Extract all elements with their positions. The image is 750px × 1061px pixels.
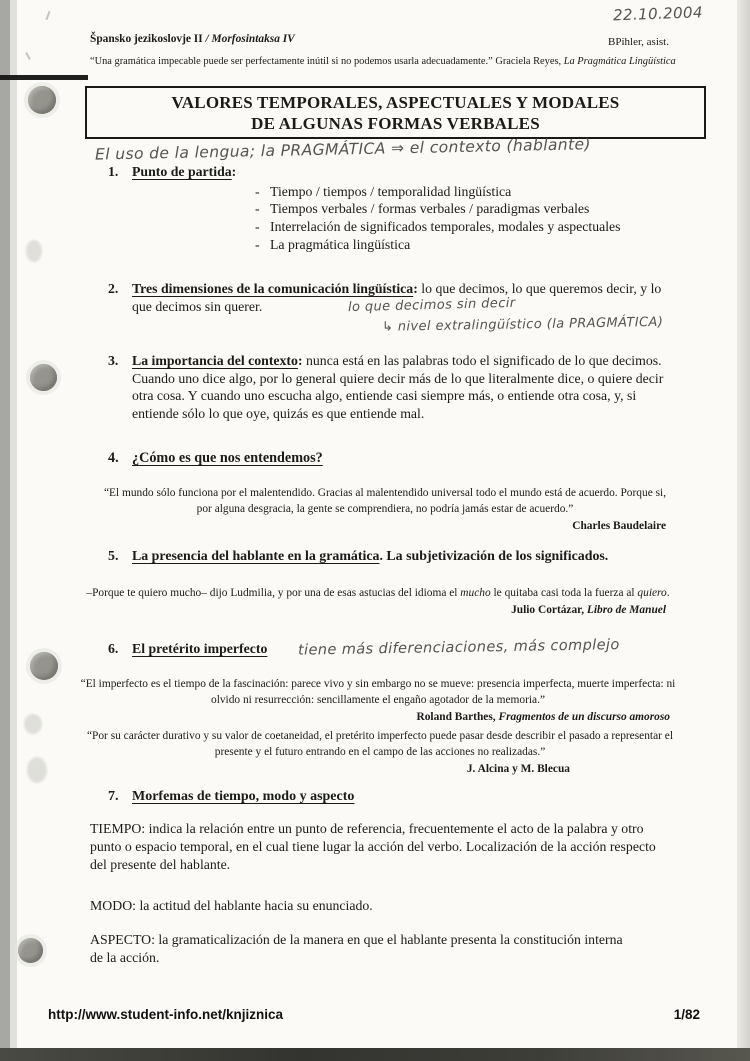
handwritten-note-decimos: lo que decimos sin decir [347, 295, 516, 316]
hole-punch [18, 938, 43, 963]
section-number: 2. [108, 281, 119, 296]
quote-text: le quitaba casi toda la fuerza al [490, 587, 638, 599]
section-heading: ¿Cómo es que nos entendemos? [132, 450, 323, 466]
list-item [90, 236, 675, 254]
section-heading-rest: . La subjetivización de los significados. [379, 549, 609, 564]
quote-work: Libro de Manuel [586, 604, 666, 617]
quote-attribution: J. Alcina y M. Blecua [466, 763, 570, 776]
quote-work: Fragmentos de un discurso amoroso [498, 711, 670, 724]
quote-attribution [78, 602, 678, 618]
section-preterito-imperfecto [90, 637, 730, 659]
scan-right-edge [737, 0, 750, 1061]
hole-punch [30, 364, 57, 391]
handwritten-note-imperfecto: tiene más diferenciaciones, más complejo [297, 637, 620, 659]
bullet-dash: - [255, 201, 260, 217]
section-heading: La presencia del hablante en la gramática [132, 549, 380, 564]
quote-cortazar [78, 585, 678, 618]
footer-url: http://www.student-info.net/knjiznica [48, 1007, 283, 1022]
section-punto-de-partida [90, 163, 675, 253]
course-title-main: Špansko jezikoslovje II [90, 33, 206, 45]
quote-attribution: Charles Baudelaire [572, 520, 666, 533]
scan-smudge [26, 240, 42, 262]
scan-left-edge-shadow [10, 0, 17, 1061]
quote-text: –Porque te quiero mucho– dijo Ludmilia, y por una de esas astucias del idioma el [86, 587, 461, 599]
quote-alcina [70, 728, 690, 778]
quote-baudelaire [100, 485, 670, 535]
epigraph [90, 56, 700, 67]
section-heading-colon: : [231, 164, 237, 179]
document-title-box [85, 86, 706, 139]
section-number: 5. [108, 549, 119, 564]
section-heading-colon: : [297, 353, 303, 368]
bullet-dash: - [255, 236, 260, 252]
document-title-line2: DE ALGUNAS FORMAS VERBALES [251, 114, 540, 134]
author-name: BPihler, asist. [608, 36, 669, 48]
scan-left-edge [0, 0, 10, 1061]
epigraph-quote: “Una gramática impecable puede ser perfectamente inútil si no podemos usarla adecuadamente.” [90, 56, 496, 67]
bullet-dash: - [255, 183, 260, 199]
handwritten-note-extralinguistico: ↳ nivel extralingüístico (la PRAGMÁTICA) [381, 314, 664, 335]
section-heading: Tres dimensiones de la comunicación lingüística [132, 281, 414, 296]
quote-text: “Por su carácter durativo y su valor de coetaneidad, el pretérito imperfecto puede pasar desde describir el pasado a representar el presente y el futuro entrando en el campo de las acciones no realizadas.” [86, 730, 674, 759]
bullet-text: Tiempo / tiempos / temporalidad lingüística [270, 183, 512, 199]
section-heading: La importancia del contexto [132, 353, 298, 368]
scan-smudge [24, 714, 42, 734]
page-indicator: 1/82 [673, 1007, 700, 1022]
definition-tiempo: TIEMPO: indica la relación entre un punto de referencia, frecuentemente el acto de la palabra y otro punto o espacio temporal, en el cual tiene lugar la acción del verbo. Localización de la acción respecto del presente del hablante. [90, 821, 656, 872]
bullet-list [90, 183, 675, 254]
section-heading-colon: : [413, 281, 418, 296]
bullet-text: Interrelación de significados temporales, modales y aspectuales [270, 218, 621, 234]
definition-modo: MODO: la actitud del hablante hacia su enunciado. [90, 898, 373, 913]
section-importancia-contexto [90, 352, 672, 423]
quote-text-italic: quiero [637, 587, 667, 599]
course-title [90, 33, 295, 45]
epigraph-work: La Pragmática Lingüística [563, 56, 676, 67]
course-title-subcourse: / Morfosintaksa IV [205, 33, 295, 45]
list-item [90, 183, 675, 201]
quote-attribution [78, 709, 678, 725]
quote-barthes [78, 676, 678, 726]
handwritten-date: 22.10.2004 [612, 3, 704, 25]
section-number: 7. [108, 789, 119, 804]
hole-punch [30, 652, 58, 680]
quote-text: “El mundo sólo funciona por el malentendido. Gracias al malentendido universal todo el mundo está de acuerdo. Porque si, por alguna desgracia, la gente se comprendiera, no podría jamás estar de acuerdo.” [103, 487, 667, 516]
quote-text: “El imperfecto es el tiempo de la fascinación: parece vivo y sin embargo no se mueve: presencia imperfecta, muerte imperfecta: ni olvido ni resurrección: sencillamente el engaño agotador de la memoria.” [80, 678, 676, 707]
list-item [90, 200, 675, 218]
section-heading: El pretérito imperfecto [132, 641, 268, 656]
section-presencia-hablante [90, 548, 715, 566]
quote-text: . [666, 587, 670, 599]
bullet-dash: - [255, 218, 260, 234]
section-tres-dimensiones [90, 280, 675, 335]
section-como-nos-entendemos [90, 449, 675, 467]
epigraph-author: Graciela Reyes, [495, 56, 564, 67]
scan-smudge [27, 757, 47, 783]
quote-author: Roland Barthes, [416, 711, 499, 724]
pencil-mark [46, 11, 51, 20]
bullet-text: La pragmática lingüística [270, 236, 411, 252]
section-number: 6. [108, 641, 119, 656]
section-number: 4. [108, 450, 119, 466]
section-number: 3. [108, 353, 119, 368]
section-heading: Punto de partida [132, 164, 232, 179]
section-heading: Morfemas de tiempo, modo y aspecto [132, 789, 355, 804]
scan-bottom-edge [0, 1048, 750, 1061]
quote-author: Julio Cortázar, [511, 604, 587, 617]
handwritten-title-note: El uso de la lengua; la PRAGMÁTICA ⇒ el contexto (hablante) [94, 135, 592, 164]
section-number: 1. [108, 164, 119, 179]
document-title-line1: VALORES TEMPORALES, ASPECTUALES Y MODALES [171, 93, 620, 112]
section-body: lo que decimos, lo que queremos decir, y lo que decimos sin querer. [132, 281, 662, 314]
pencil-mark [25, 52, 31, 60]
bullet-text: Tiempos verbales / formas verbales / paradigmas verbales [270, 201, 590, 217]
definition-aspecto: ASPECTO: la gramaticalización de la manera en que el hablante presenta la constitución interna de la acción. [90, 932, 623, 965]
scan-artifact-line [0, 75, 88, 80]
hole-punch [28, 86, 56, 114]
list-item [90, 218, 675, 236]
section-morfemas [90, 788, 675, 806]
quote-text-italic: mucho [460, 587, 491, 599]
section-body: nunca está en las palabras todo el significado de lo que decimos. Cuando uno dice algo, por lo general quiere decir más de lo que literalmente dice, o quiere decir otra cosa. Y cuando uno escucha algo, entiende casi siempre más, o entiende otra cosa, y, si entiende sólo lo que oye, quizás es que entiende mal. [132, 353, 664, 421]
